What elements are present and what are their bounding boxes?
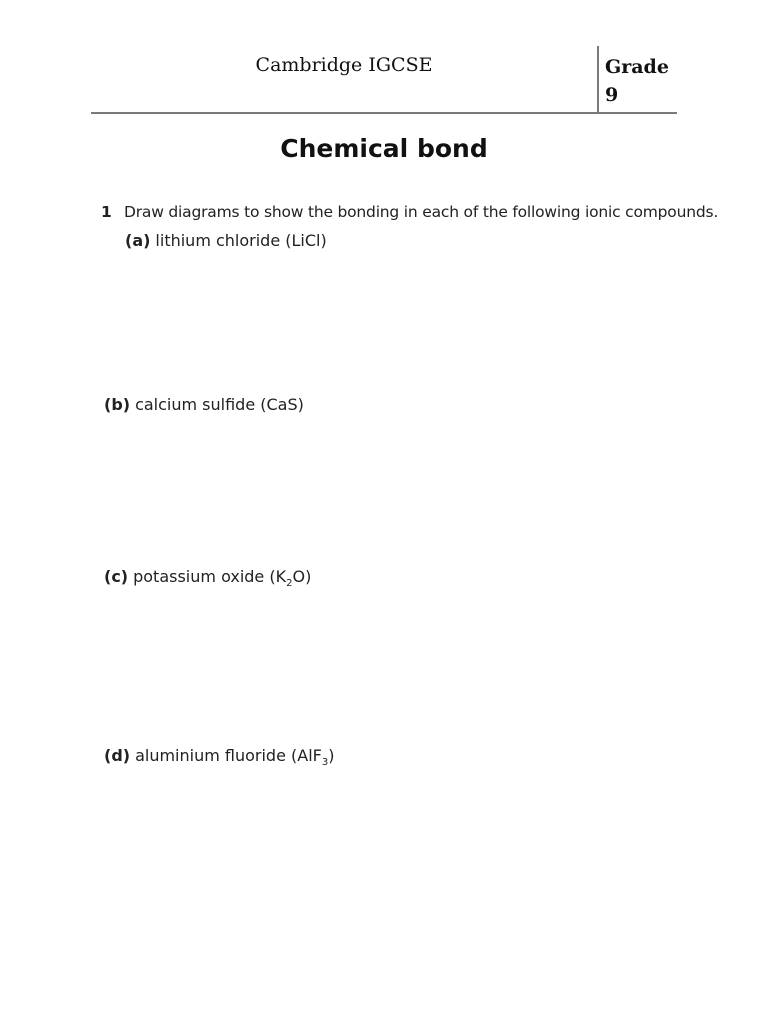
part-text: lithium chloride (LiCl) <box>155 231 327 250</box>
question-1 <box>101 203 718 221</box>
header-title: Cambridge IGCSE <box>255 54 433 76</box>
part-subscript: 3 <box>321 757 329 768</box>
part-label: (b) <box>104 395 131 414</box>
part-text: aluminium fluoride (AlF <box>135 746 322 765</box>
question-stem: Draw diagrams to show the bonding in each of the following ionic compounds. <box>124 203 719 221</box>
page-title: Chemical bond <box>280 134 488 163</box>
part-label: (c) <box>104 567 129 586</box>
question-part-a <box>125 231 327 250</box>
part-text: calcium sulfide (CaS) <box>135 395 304 414</box>
part-label: (d) <box>104 746 131 765</box>
part-text-after: ) <box>328 746 335 765</box>
header-grade: Grade 9 <box>605 56 669 106</box>
page-header <box>91 46 677 114</box>
question-part-c <box>104 567 312 589</box>
part-label: (a) <box>125 231 151 250</box>
question-number: 1 <box>101 203 112 221</box>
question-part-d <box>104 746 335 768</box>
part-subscript: 2 <box>286 578 293 589</box>
question-part-b <box>104 395 304 414</box>
part-text: potassium oxide (K <box>133 567 287 586</box>
header-title-cell <box>91 46 599 112</box>
part-text-after: O) <box>292 567 312 586</box>
